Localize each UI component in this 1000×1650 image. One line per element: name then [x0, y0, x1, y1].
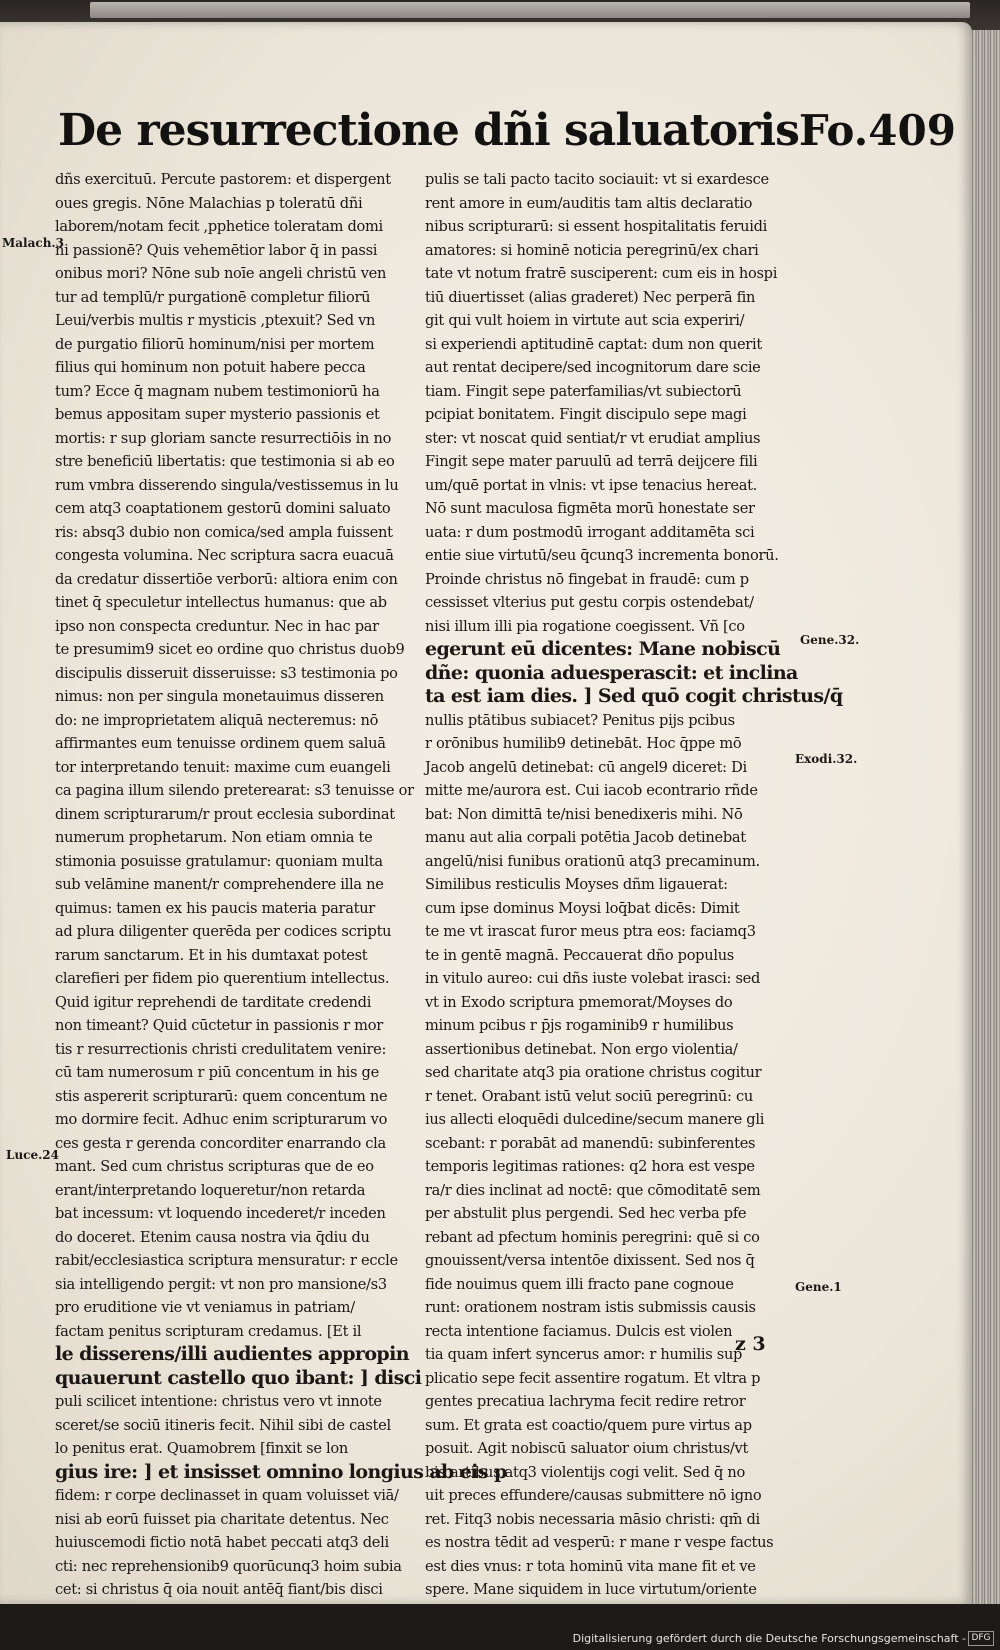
text-line: gius ire: ] et insisset omnino longius ab eis p	[55, 1460, 507, 1483]
text-line: filius qui hominum non potuit habere pecca	[55, 359, 366, 376]
text-line: sia intelligendo pergit: vt non pro mansione/s3	[55, 1275, 387, 1293]
text-line: cum ipse dominus Moysi loq̄bat dicēs: Dimit	[425, 899, 740, 917]
text-line: sum. Et grata est coactio/quem pure virtus ap	[425, 1416, 752, 1434]
text-line: laborem/notam fecit ,pphetice toleratam domi	[55, 218, 383, 235]
text-line: manu aut alia corpali potētia Jacob detinebat	[425, 829, 746, 846]
marginal-note-exodi32: Exodi.32.	[795, 752, 858, 766]
text-line: ces gesta r gerenda concorditer enarrando cla	[55, 1134, 386, 1152]
text-line: le disserens/illi audientes appropin	[55, 1343, 409, 1365]
text-line: assertionibus detinebat. Non ergo violentia/	[425, 1040, 738, 1058]
text-line: r tenet. Orabant istū velut sociū peregrinū: cu	[425, 1087, 753, 1105]
text-line: te presumim9 sicet eo ordine quo christus duob9	[55, 641, 405, 658]
text-line: plicatio sepe fecit assentire rogatum. Et vltra p	[425, 1369, 761, 1387]
text-line: pro eruditione vie vt veniamus in patriam/	[55, 1299, 355, 1316]
text-line: git qui vult hoiem in virtute aut scia experiri/	[425, 312, 745, 329]
text-line: pcipiat bonitatem. Fingit discipulo sepe magi	[425, 406, 747, 423]
text-line: Nō sunt maculosa figmēta morū honestate ser	[425, 500, 755, 517]
text-line: stimonia posuisse gratulamur: quoniam multa	[55, 852, 383, 870]
dfg-logo: DFG	[968, 1631, 994, 1646]
text-line: temporis legitimas rationes: q2 hora est vespe	[425, 1158, 755, 1175]
text-line: tiū diuertisset (alias graderet) Nec perperā fin	[425, 288, 756, 306]
text-line: r orōnibus humilib9 detinebāt. Hoc q̄ppe mō	[425, 735, 742, 752]
text-line: ni passionē? Quis vehemētior labor q̄ in passi	[55, 241, 378, 259]
text-line: recta intentione faciamus. Dulcis est violen	[425, 1322, 733, 1340]
text-line: bis artibus atq3 violentijs cogi velit. Sed q̄ no	[425, 1463, 745, 1481]
text-line: fidem: r corpe declinasset in quam voluisset viā/	[55, 1487, 399, 1504]
text-line: affirmantes eum tenuisse ordinem quem saluā	[55, 735, 386, 752]
text-line: nimus: non per singula monetauimus disseren	[55, 688, 384, 705]
text-line: egerunt eū dicentes: Mane nobiscū	[425, 638, 781, 660]
text-line: amatores: si hominē noticia peregrinū/ex chari	[425, 241, 759, 259]
text-line: es nostra tēdit ad vesperū: r mane r vespe factus	[425, 1534, 774, 1551]
text-line: Quid igitur reprehendi de tarditate credendi	[55, 993, 372, 1011]
text-line: Similibus resticulis Moyses dñm ligauerat:	[425, 876, 728, 893]
text-line: um/quē portat in vlnis: vt ipse tenacius hereat.	[425, 476, 758, 494]
text-line: do doceret. Etenim causa nostra via q̄diu du	[55, 1228, 370, 1246]
text-line: numerum prophetarum. Non etiam omnia te	[55, 829, 373, 846]
text-line: rarum sanctarum. Et in his dumtaxat potest	[55, 946, 368, 964]
text-line: fide nouimus quem illi fracto pane cognoue	[425, 1275, 734, 1293]
text-line: cessisset vlterius put gestu corpis ostendebat/	[425, 594, 754, 611]
text-line: tinet q̄ speculetur intellectus humanus: que ab	[55, 594, 387, 611]
text-line: entie siue virtutū/seu q̄cunq3 incrementa bonorū.	[425, 547, 779, 564]
text-line: tum? Ecce q̄ magnam nubem testimoniorū ha	[55, 382, 380, 400]
text-line: cem atq3 coaptationem gestorū domini saluato	[55, 500, 391, 517]
marginal-note-malach: Malach.3	[2, 236, 64, 250]
text-line: nibus scripturarū: si essent hospitalitatis feruidi	[425, 218, 768, 235]
text-line: angelū/nisi funibus orationū atq3 precaminum.	[425, 852, 760, 870]
text-line: sed charitate atq3 pia oratione christus cogitur	[425, 1064, 762, 1081]
text-line: spere. Mane siquidem in luce virtutum/oriente	[425, 1581, 757, 1598]
text-line: congesta volumina. Nec scriptura sacra euacuā	[55, 547, 394, 564]
text-line: dñe: quonia aduesperascit: et inclina	[425, 661, 798, 684]
text-line: quimus: tamen ex his paucis materia paratur	[55, 899, 375, 917]
text-line: gnouissent/versa intentōe dixissent. Sed nos q̄	[425, 1252, 755, 1269]
text-line: clarefieri per fidem pio querentium intellectus.	[55, 970, 390, 987]
text-line: ipso non conspecta creduntur. Nec in hac par	[55, 617, 379, 635]
text-line: ra/r dies inclinat ad noctē: que cōmoditatē sem	[425, 1181, 761, 1199]
text-line: per abstulit plus pergendi. Sed hec verba pfe	[425, 1205, 747, 1222]
text-line: scebant: r porabāt ad manendū: subinferentes	[425, 1134, 756, 1152]
text-line: do: ne improprietatem aliquā necteremus: nō	[55, 711, 379, 729]
text-line: huiuscemodi fictio notā habet peccati atq3 deli	[55, 1534, 389, 1551]
text-line: bat incessum: vt loquendo incederet/r inceden	[55, 1205, 386, 1222]
text-line: tia quam infert syncerus amor: r humilis sup	[425, 1346, 743, 1363]
text-line: ca pagina illum silendo preterearat: s3 tenuisse or	[55, 782, 414, 799]
digitization-credit: Digitalisierung gefördert durch die Deutsche Forschungsgemeinschaft -	[572, 1632, 966, 1645]
text-line: ius allecti eloquēdi dulcedine/secum manere gli	[425, 1111, 765, 1128]
page-top-edge	[90, 2, 970, 18]
text-line: dinem scripturarum/r prout ecclesia subordinat	[55, 805, 395, 823]
text-line: bat: Non dimittā te/nisi benedixeris mihi. Nō	[425, 805, 743, 823]
text-line: Jacob angelū detinebat: cū angel9 diceret: Di	[425, 758, 747, 776]
text-line: erant/interpretando loqueretur/non retarda	[55, 1181, 366, 1199]
text-line: vt in Exodo scriptura pmemorat/Moyses do	[425, 993, 733, 1011]
text-line: gentes precatiua lachryma fecit redire retror	[425, 1393, 746, 1410]
text-line: ad plura diligenter querēda per codices scriptu	[55, 923, 392, 940]
text-line: Fingit sepe mater paruulū ad terrā deijcere fili	[425, 453, 758, 470]
text-line: si experiendi aptitudinē captat: dum non querit	[425, 335, 762, 353]
text-line: uit preces effundere/causas submittere nō igno	[425, 1487, 762, 1504]
text-line: bemus appositam super mysterio passionis et	[55, 406, 380, 423]
text-line: te me vt irascat furor meus ptra eos: faciamq3	[425, 923, 756, 940]
text-line: tor interpretando tenuit: maxime cum euangeli	[55, 758, 391, 776]
text-line: ta est iam dies. ] Sed quō cogit christus/q̄	[425, 685, 843, 707]
text-line: rebant ad pfectum hominis peregrini: quē si co	[425, 1228, 760, 1246]
text-line: ster: vt noscat quid sentiat/r vt erudiat amplius	[425, 429, 761, 447]
text-line: mant. Sed cum christus scripturas que de eo	[55, 1158, 374, 1175]
text-line: in vitulo aureo: cui dñs iuste volebat irasci: sed	[425, 970, 761, 987]
text-line: rum vmbra disserendo singula/vestissemus in lu	[55, 476, 399, 494]
text-line: nullis ptātibus subiacet? Penitus pijs pcibus	[425, 711, 735, 729]
text-line: minum pcibus r p̄js rogaminib9 r humilibus	[425, 1017, 734, 1034]
text-line: est dies vnus: r tota hominū vita mane fit et ve	[425, 1557, 756, 1575]
scan-bottom-band	[0, 1604, 1000, 1650]
text-line: cti: nec reprehensionib9 quorūcunq3 hoim subia	[55, 1557, 402, 1575]
left-text-column	[55, 168, 507, 1602]
text-line: de purgatio filiorū hominum/nisi per mortem	[55, 335, 375, 353]
marginal-note-gene32: Gene.32.	[800, 633, 860, 647]
text-line: ris: absq3 dubio non comica/sed ampla fuissent	[55, 523, 393, 541]
text-line: tiam. Fingit sepe paterfamilias/vt subiectorū	[425, 382, 742, 400]
text-line: sceret/se sociū itineris fecit. Nihil sibi de castel	[55, 1416, 391, 1434]
text-line: cū tam numerosum r piū concentum in his ge	[55, 1064, 379, 1081]
text-line: tur ad templū/r purgationē completur filiorū	[55, 288, 371, 306]
marginal-note-luce24: Luce.24	[6, 1148, 59, 1162]
text-line: rent amore in eum/auditis tam altis declaratio	[425, 194, 753, 212]
text-line: rabit/ecclesiastica scriptura mensuratur: r eccle	[55, 1252, 398, 1269]
text-line: mortis: r sup gloriam sancte resurrectiōis in no	[55, 429, 392, 447]
text-line: discipulis disseruit disseruisse: s3 testimonia po	[55, 664, 398, 682]
text-line: pulis se tali pacto tacito sociauit: vt si exardesce	[425, 171, 769, 188]
text-line: nisi illum illi pia rogatione coegissent. Vñ [co	[425, 617, 745, 635]
text-line: runt: orationem nostram istis submissis causis	[425, 1299, 756, 1316]
folio-number: Fo.409	[798, 106, 956, 155]
text-line: sub velāmine manent/r comprehendere illa ne	[55, 876, 384, 893]
text-line: aut rentat decipere/sed incognitorum dare scie	[425, 359, 761, 376]
text-line: oues gregis. Nōne Malachias p toleratū dñi	[55, 194, 363, 212]
text-line: tis r resurrectionis christi credulitatem venire:	[55, 1040, 387, 1058]
text-line: ret. Fitq3 nobis necessaria māsio christi: qm̄ di	[425, 1510, 760, 1528]
text-line: nisi ab eorū fuisset pia charitate detentus. Nec	[55, 1510, 389, 1528]
text-line: onibus mori? Nōne sub noīe angeli christū ven	[55, 265, 387, 282]
text-line: da credatur dissertiōe verborū: altiora enim con	[55, 570, 398, 588]
text-line: Leui/verbis multis r mysticis ,ptexuit? Sed vn	[55, 312, 376, 329]
text-line: stis aspererit scripturarū: quem concentum ne	[55, 1087, 388, 1105]
running-head	[58, 105, 956, 165]
page-title: De resurrectione dñi saluatoris	[58, 105, 799, 156]
text-line: factam penitus scripturam credamus. [Et il	[55, 1322, 362, 1340]
text-line: uata: r dum postmodū irrogant additamēta sci	[425, 523, 755, 541]
text-line: lo penitus erat. Quamobrem [finxit se lon	[55, 1440, 348, 1457]
text-line: dñs exercituū. Percute pastorem: et dispergent	[55, 171, 391, 188]
text-line: posuit. Agit nobiscū saluator oium christus/vt	[425, 1440, 749, 1457]
text-line: puli scilicet intentione: christus vero vt innote	[55, 1393, 382, 1410]
text-line: stre beneficiū libertatis: que testimonia si ab eo	[55, 453, 395, 470]
text-line: mo dormire fecit. Adhuc enim scripturarum vo	[55, 1111, 388, 1128]
text-line: mitte me/aurora est. Cui iacob econtrario rñde	[425, 782, 758, 799]
text-line: te in gentē magnā. Peccauerat dño populus	[425, 946, 734, 964]
text-line: quauerunt castello quo ibant: ] disci	[55, 1366, 422, 1389]
text-line: cet: si christus q̄ oia nouit antēq̄ fiant/bis disci	[55, 1581, 383, 1598]
text-line: Proinde christus nō fingebat in fraudē: cum p	[425, 570, 749, 588]
text-line: non timeant? Quid cūctetur in passionis r mor	[55, 1017, 383, 1034]
signature-mark: z 3	[735, 1333, 766, 1355]
text-line: tate vt notum fratrē susciperent: cum eis in hospi	[425, 265, 778, 282]
marginal-note-gene1: Gene.1	[795, 1280, 842, 1294]
page-stack-edge	[972, 30, 1000, 1605]
